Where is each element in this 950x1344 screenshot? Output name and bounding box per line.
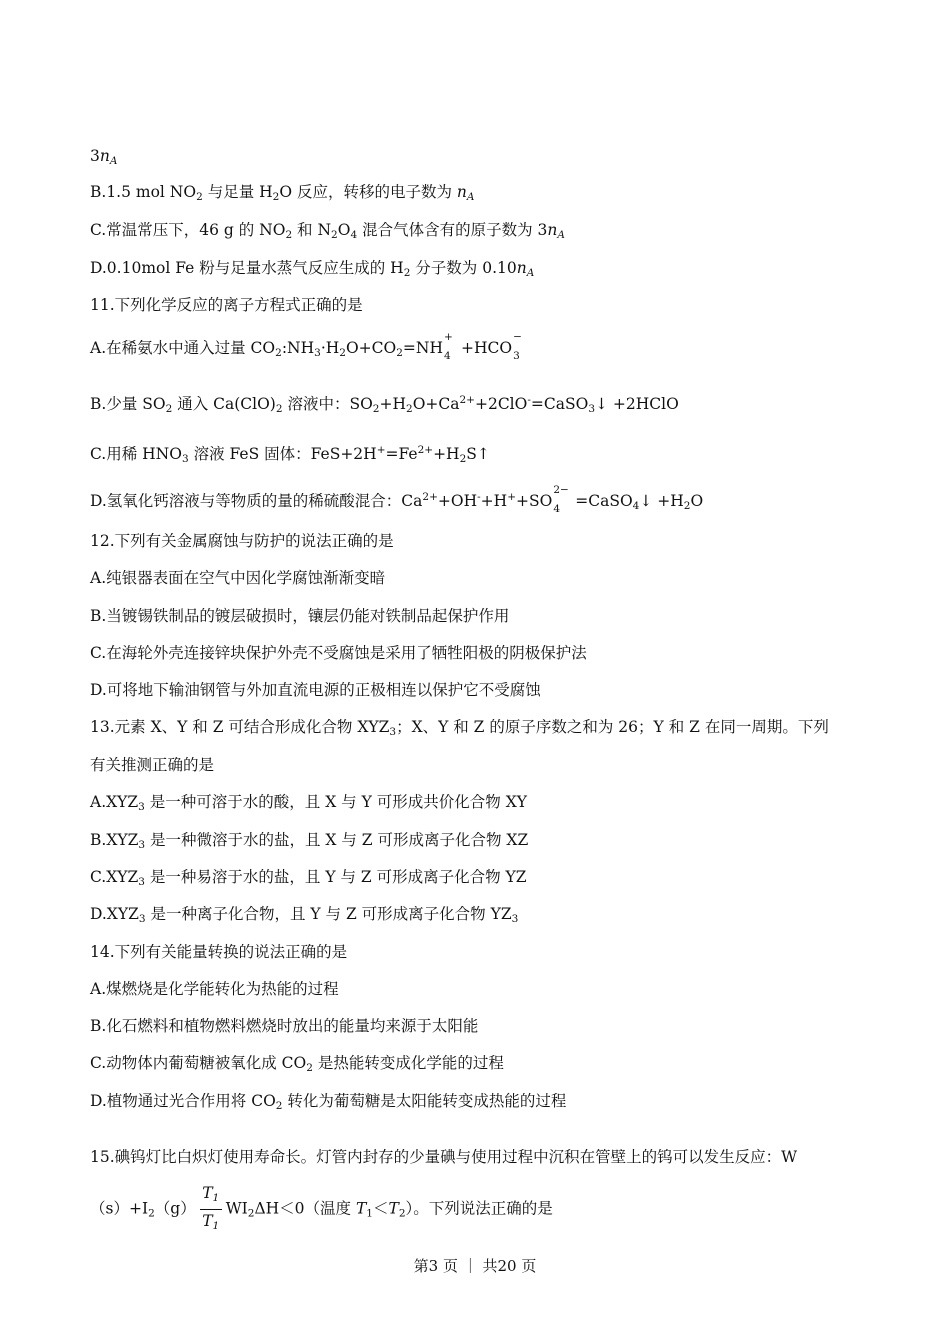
question-14: 14.下列有关能量转换的说法正确的是 <box>90 943 348 961</box>
option-10b: B.1.5 mol $NO_2$ 与足量 $H_2O$ 反应，转移的电子数为 $n_A$ <box>90 183 475 203</box>
question-15: 15.碘钨灯比白炽灯使用寿命长。灯管内封存的少量碘与使用过程中沉积在管壁上的钨可以发生反应：W <box>90 1148 798 1166</box>
option-13c: $C.XYZ_3$ 是一种易溶于水的盐，且 Y 与 Z 可形成离子化合物 YZ <box>90 868 527 888</box>
option-14d: D.植物通过光合作用将 $CO_2$ 转化为葡萄糖是太阳能转变成热能的过程 <box>90 1092 567 1112</box>
option-10c: C.常温常压下，46 g 的 $NO_2$ 和 $N_2O_4$ 混合气体含有的原子数为 $3n_A$ <box>90 221 565 241</box>
option-14c: C.动物体内葡萄糖被氧化成 $CO_2$ 是热能转变成化学能的过程 <box>90 1054 504 1074</box>
option-12d: D.可将地下输油钢管与外加直流电源的正极相连以保护它不受腐蚀 <box>90 681 541 699</box>
option-14a: A.煤燃烧是化学能转化为热能的过程 <box>90 980 339 998</box>
option-11c: C.用稀 $HNO_3$ 溶液 FeS 固体：$FeS+2H^+=Fe^{2+}+H_2S↑$ <box>90 444 490 465</box>
option-13a: $A.XYZ_3$ 是一种可溶于水的酸，且 X 与 Y 可形成共价化合物 XY <box>90 793 527 813</box>
question-15-equation: $(s)+I_2(g)$ $\frac{T_1}{T_1}$ $WI_2\Delta H<0$（温度 $T_1<T_2$）。下列说法正确的是 <box>90 1182 553 1237</box>
page-footer: 第3 页 ｜ 共20 页 <box>413 1257 537 1275</box>
reaction-condition-fraction: $\frac{T_1}{T_1}$ <box>200 1182 222 1237</box>
option-12b: B.当镀锡铁制品的镀层破损时，镶层仍能对铁制品起保护作用 <box>90 607 510 625</box>
question-13: 13.元素 X、Y 和 Z 可结合形成化合物 $XYZ_3$；X、Y 和 Z 的原子序数之和为 26；Y 和 Z 在同一周期。下列 <box>90 718 829 738</box>
option-13b: $B.XYZ_3$ 是一种微溶于水的盐，且 X 与 Z 可形成离子化合物 XZ <box>90 831 529 851</box>
option-11b: B.少量 $SO_2$ 通入 $Ca(ClO)_2$ 溶液中：$SO_2+H_2O+Ca^{2+}+2ClO^-=CaSO_3↓$ +2HClO <box>90 394 679 415</box>
text-line: $3n_A$ <box>90 147 118 167</box>
option-13d: $D.XYZ_3$ 是一种离子化合物，且 Y 与 Z 可形成离子化合物 $YZ_3$ <box>90 905 519 925</box>
question-13-cont: 有关推测正确的是 <box>90 756 215 774</box>
option-14b: B.化石燃料和植物燃料燃烧时放出的能量均来源于太阳能 <box>90 1017 479 1035</box>
question-11: 11.下列化学反应的离子方程式正确的是 <box>90 296 363 314</box>
option-12a: A.纯银器表面在空气中因化学腐蚀渐渐变暗 <box>90 569 386 587</box>
option-11d: D.氢氧化钙溶液与等物质的量的稀硫酸混合：$Ca^{2+}+OH^-+H^++SO$ 2− 4 =CaSO$_4$↓ $+H_2O$ <box>90 484 704 515</box>
option-10d: D.0.10mol Fe 粉与足量水蒸气反应生成的 $H_2$ 分子数为 $0.10n_A$ <box>90 259 535 279</box>
option-11a: A.在稀氨水中通入过量 $CO_2:NH_3\cdot H_2O+CO_2=NH$ + 4 +HCO − 3 <box>90 331 522 362</box>
question-12: 12.下列有关金属腐蚀与防护的说法正确的是 <box>90 532 394 550</box>
option-12c: C.在海轮外壳连接锌块保护外壳不受腐蚀是采用了牺牲阳极的阴极保护法 <box>90 644 587 662</box>
